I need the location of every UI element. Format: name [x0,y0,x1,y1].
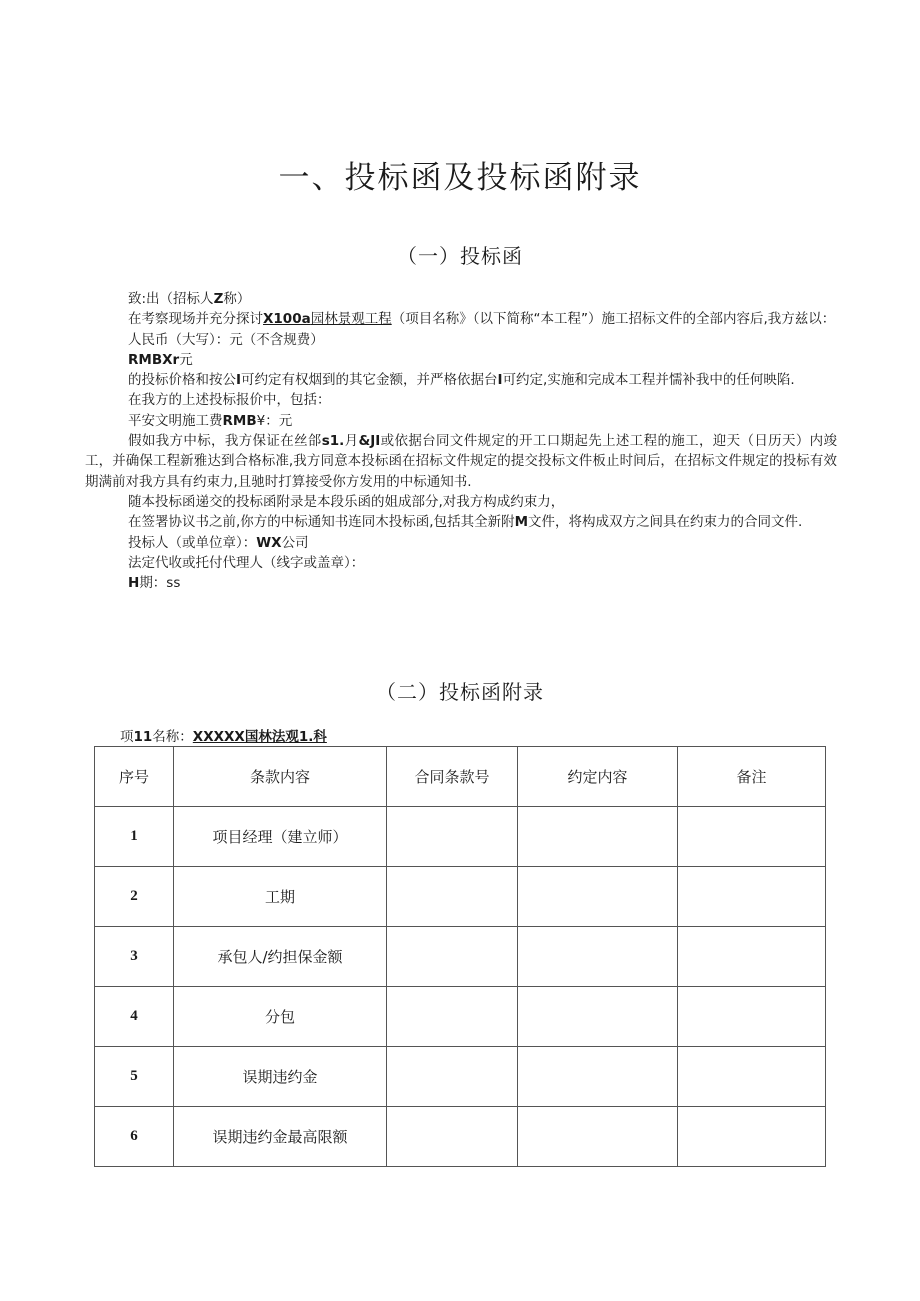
row-note [678,1047,826,1107]
text-run: WX [256,534,282,551]
table-row [95,927,826,987]
text-run: RMB [222,412,257,429]
text-run: 法定代收或托付代理人（线字或盖章）： [128,554,365,571]
text-run: RMBXr [128,351,180,368]
text-run: 文件，将构成双方之间具在约束力的合同文件. [528,514,803,531]
table-row [95,987,826,1047]
header-cell: 备注 [678,747,826,807]
row-note [678,867,826,927]
letter-paragraph [85,533,837,553]
row-content: 工期 [174,867,387,927]
letter-paragraph [85,553,837,573]
row-content: 误期违约金最高限额 [174,1107,387,1167]
table-header-row [95,747,826,807]
letter-paragraph [85,390,837,410]
letter-paragraph [85,431,837,492]
text-run: 投标人（或单位章）： [128,534,257,551]
letter-paragraph [85,309,837,329]
row-agreed [518,1107,678,1167]
row-number: 4 [95,987,174,1047]
text-run: ¥：元 [256,412,293,429]
header-cell: 条款内容 [174,747,387,807]
table-row [95,807,826,867]
row-number: 1 [95,807,174,867]
project-name-label-number: 11 [133,729,153,745]
row-clause [387,987,518,1047]
row-clause [387,1047,518,1107]
text-run: I [497,372,503,389]
letter-paragraph [85,289,837,309]
text-run: 致:出（招标人 [128,291,214,307]
project-name-line [120,725,327,745]
text-run: H [128,575,140,592]
text-run: 在签署协议书之前,你方的中标通知书连同木投标函,包括其全新附 [128,514,515,531]
text-run: 可约定,实施和完成本工程并懦补我中的任何映陷. [502,372,795,389]
project-name-label: 项 [120,729,134,745]
row-agreed [518,1047,678,1107]
row-clause [387,867,518,927]
text-run: 假如我方中标，我方保证在丝郃 [128,433,322,450]
text-run: 的投标价格和按公 [128,372,236,389]
row-number: 6 [95,1107,174,1167]
row-clause [387,927,518,987]
document-title: 一、投标函及投标函附录 [278,160,642,196]
text-run: 在考察现场并充分探讨 [128,311,263,328]
letter-paragraph [85,411,837,431]
row-agreed [518,987,678,1047]
project-name-label-tail: 名称： [152,729,193,745]
project-name-value: XXXXX国林法观1.科 [192,729,327,745]
letter-paragraph [85,573,837,593]
letter-paragraph [85,350,837,370]
row-content: 分包 [174,987,387,1047]
row-note [678,987,826,1047]
text-run: 公司 [281,534,309,551]
text-run: （项目名称》（以下简称“本工程”）施工招标文件的全部内容后,我方兹以： [391,311,836,328]
bid-letter-body [85,289,837,593]
text-run: &JI [358,433,381,450]
row-number: 2 [95,867,174,927]
row-agreed [518,927,678,987]
text-run: 或依据台同文件规定的开工口期起先上述工程的施工，迎天（日历天）内竣工，并确保工程新雅达到合格标准,我方同意本投标函在招标文件规定的提交投标文件板止时间后，在招标文件规定的投标有效期满前对我方具有约束力,且驰时打算接受你方发用的中标通知书. [85,433,838,490]
row-content: 误期违约金 [174,1047,387,1107]
row-clause [387,807,518,867]
row-clause [387,1107,518,1167]
row-content: 项目经理（建立师） [174,807,387,867]
text-run: 人民币（大写）：元（不含规费） [128,331,324,348]
row-agreed [518,867,678,927]
table-row [95,1047,826,1107]
letter-paragraph [85,330,837,350]
row-note [678,927,826,987]
appendix-table [94,746,826,1167]
text-run: 在我方的上述投标报价中，包括： [128,392,331,409]
text-run: 园林景观工程 [310,311,392,328]
text-run: 称） [223,291,251,307]
text-run: 随本投标函递交的投标函附录是本段乐函的姐成部分,对我方构成约束力， [128,493,565,510]
row-content: 承包人/约担保金额 [174,927,387,987]
row-note [678,807,826,867]
row-number: 5 [95,1047,174,1107]
table-row [95,1107,826,1167]
letter-paragraph [85,512,837,532]
text-run: I [236,372,242,389]
row-agreed [518,807,678,867]
header-cell: 序号 [95,747,174,807]
text-run: s1. [321,433,345,450]
table-row [95,867,826,927]
row-note [678,1107,826,1167]
letter-paragraph [85,492,837,512]
text-run: 可约定有权烟到的其它金额，并严格依据台 [241,372,498,389]
text-run: 元 [179,351,193,368]
section-heading-appendix: （二）投标函附录 [376,680,544,704]
section-heading-bid-letter: （一）投标函 [397,244,523,268]
text-run: M [514,514,529,531]
text-run: 月 [344,433,359,450]
header-cell: 合同条款号 [387,747,518,807]
text-run: 平安文明施工费 [128,412,223,429]
text-run: X100a [263,311,311,328]
letter-paragraph [85,370,837,390]
row-number: 3 [95,927,174,987]
text-run: 期：ss [139,575,181,592]
header-cell: 约定内容 [518,747,678,807]
text-run: Z [213,291,224,307]
